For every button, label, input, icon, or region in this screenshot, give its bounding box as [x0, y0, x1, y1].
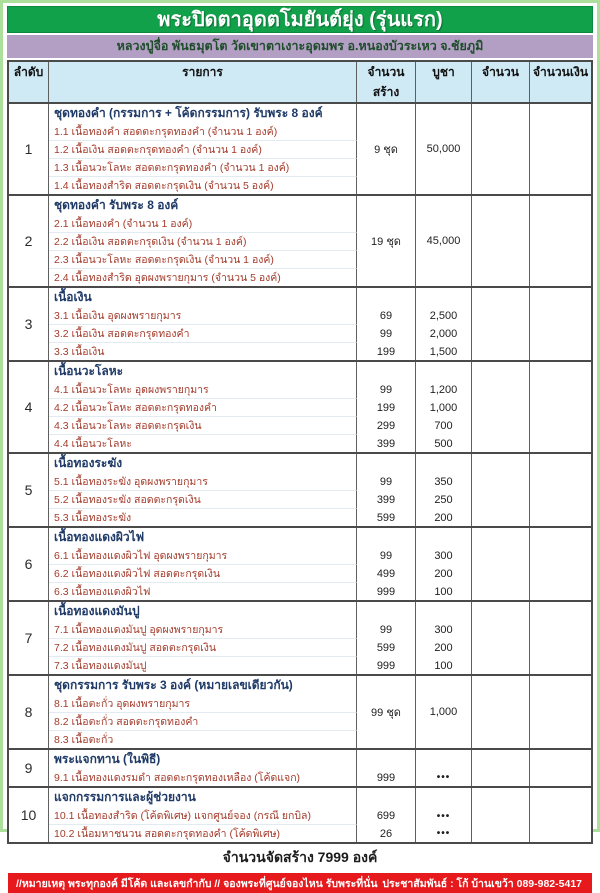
item-qty-value: 199: [357, 343, 416, 360]
column-header: จำนวนเงิน: [532, 65, 589, 79]
price-cell-empty: [416, 750, 472, 769]
group-header-label: เนื้อทองแดงมันปู: [49, 602, 357, 621]
item-label: 10.2 เนื้อมหาชนวน สอดตะกรุดทองคำ (โค้ดพิเศษ): [49, 825, 357, 842]
item-qty-value: 999: [357, 657, 416, 674]
row-number: 2: [9, 196, 49, 286]
item-price-value: 300: [416, 621, 472, 639]
row-number: 5: [9, 454, 49, 526]
item-qty-value: 999: [357, 769, 416, 786]
price-cell-empty: [416, 362, 472, 381]
item-label: 10.1 เนื้อทองสำริด (โค้ดพิเศษ) แจกศูนย์จอง (กรณี ยกบิล): [49, 807, 357, 825]
item-price-value: 100: [416, 657, 472, 674]
group-header-label: เนื้อทองแดงผิวไฟ: [49, 528, 357, 547]
price-cell-empty: [416, 788, 472, 807]
group-price-value: 45,000: [416, 196, 472, 286]
item-label: 8.1 เนื้อตะกั่ว อุดผงพรายกุมาร: [49, 695, 357, 713]
item-price-value: 500: [416, 435, 472, 452]
item-label: 7.3 เนื้อทองแดงมันปู: [49, 657, 357, 674]
price-cell-empty: [416, 288, 472, 307]
item-label: 4.4 เนื้อนวะโลหะ: [49, 435, 357, 452]
page-subtitle: หลวงปู่จื่อ พันธมุตโต วัดเขาตาเงาะอุดมพร อ.หนองบัวระเหว จ.ชัยภูมิ: [7, 35, 593, 58]
item-qty-value: 399: [357, 491, 416, 509]
qty-cell-empty: [357, 454, 416, 473]
item-label: 6.3 เนื้อทองแดงผิวไฟ: [49, 583, 357, 600]
row-number: 3: [9, 288, 49, 360]
row-number: 10: [9, 788, 49, 842]
item-label: 7.1 เนื้อทองแดงมันปู อุดผงพรายกุมาร: [49, 621, 357, 639]
item-label: 7.2 เนื้อทองแดงมันปู สอดตะกรุดเงิน: [49, 639, 357, 657]
money-cell-empty: [530, 362, 591, 452]
item-label: 3.2 เนื้อเงิน สอดตะกรุดทองคำ: [49, 325, 357, 343]
item-label: 8.3 เนื้อตะกั่ว: [49, 731, 357, 748]
amount-cell-empty: [472, 454, 530, 526]
table-group: [9, 528, 591, 602]
table-group: [9, 288, 591, 362]
item-label: 4.3 เนื้อนวะโลหะ สอดตะกรุดเงิน: [49, 417, 357, 435]
note-text: //หมายเหตุ พระทุกองค์ มีโค้ด และเลขกำกับ // จองพระที่ศูนย์จองไหน รับพระที่นั่น: [16, 877, 378, 890]
item-qty-value: 999: [357, 583, 416, 600]
group-header-label: ชุดทองคำ รับพระ 8 องค์: [49, 196, 357, 215]
item-label: 5.3 เนื้อทองระฆัง: [49, 509, 357, 526]
amount-cell-empty: [472, 528, 530, 600]
group-header-label: เนื้อทองระฆัง: [49, 454, 357, 473]
item-qty-value: 26: [357, 825, 416, 842]
money-cell-empty: [530, 602, 591, 674]
item-label: 2.2 เนื้อเงิน สอดตะกรุดเงิน (จำนวน 1 องค์): [49, 233, 357, 251]
amount-cell-empty: [472, 362, 530, 452]
item-qty-value: 99: [357, 473, 416, 491]
item-price-value: •••: [416, 769, 472, 786]
money-cell-empty: [530, 454, 591, 526]
money-cell-empty: [530, 104, 591, 194]
table-group: [9, 196, 591, 288]
price-cell-empty: [416, 454, 472, 473]
item-label: 6.1 เนื้อทองแดงผิวไฟ อุดผงพรายกุมาร: [49, 547, 357, 565]
item-label: 1.3 เนื้อนวะโลหะ สอดตะกรุดทองคำ (จำนวน 1 องค์): [49, 159, 357, 177]
qty-cell-empty: [357, 362, 416, 381]
column-header: บูชา: [416, 62, 472, 102]
table-group: [9, 602, 591, 676]
item-price-value: •••: [416, 807, 472, 825]
item-label: 5.1 เนื้อทองระฆัง อุดผงพรายกุมาร: [49, 473, 357, 491]
item-label: 3.1 เนื้อเงิน อุดผงพรายกุมาร: [49, 307, 357, 325]
table-group: [9, 104, 591, 196]
item-label: 2.3 เนื้อนวะโลหะ สอดตะกรุดเงิน (จำนวน 1 องค์): [49, 251, 357, 269]
money-cell-empty: [530, 288, 591, 360]
item-price-value: 250: [416, 491, 472, 509]
item-price-value: 300: [416, 547, 472, 565]
item-qty-value: 699: [357, 807, 416, 825]
contact-text: ประชาสัมพันธ์ : โก้ บ้านเขว้า 089-982-5417: [382, 877, 582, 890]
item-qty-value: 69: [357, 307, 416, 325]
item-price-value: 1,200: [416, 381, 472, 399]
amount-cell-empty: [472, 750, 530, 786]
item-price-value: 2,500: [416, 307, 472, 325]
amount-cell-empty: [472, 288, 530, 360]
group-header-label: เนื้อนวะโลหะ: [49, 362, 357, 381]
item-label: 8.2 เนื้อตะกั่ว สอดตะกรุดทองคำ: [49, 713, 357, 731]
row-number: 6: [9, 528, 49, 600]
item-price-value: 200: [416, 565, 472, 583]
price-cell-empty: [416, 528, 472, 547]
amount-cell-empty: [472, 104, 530, 194]
item-price-value: 100: [416, 583, 472, 600]
item-label: 2.4 เนื้อทองสำริด อุดผงพรายกุมาร (จำนวน 5 องค์): [49, 269, 357, 286]
item-qty-value: 99: [357, 621, 416, 639]
row-number: 9: [9, 750, 49, 786]
item-label: 3.3 เนื้อเงิน: [49, 343, 357, 360]
group-header-label: เนื้อเงิน: [49, 288, 357, 307]
qty-cell-empty: [357, 288, 416, 307]
table-group: [9, 362, 591, 454]
qty-cell-empty: [357, 750, 416, 769]
item-qty-value: 499: [357, 565, 416, 583]
item-price-value: 700: [416, 417, 472, 435]
item-label: 2.1 เนื้อทองคำ (จำนวน 1 องค์): [49, 215, 357, 233]
amount-cell-empty: [472, 602, 530, 674]
group-header-label: แจกกรรมการและผู้ช่วยงาน: [49, 788, 357, 807]
group-header-label: ชุดทองคำ (กรรมการ + โค้ดกรรมการ) รับพระ 8 องค์: [49, 104, 357, 123]
group-qty-value: 99 ชุด: [357, 676, 416, 748]
item-qty-value: 199: [357, 399, 416, 417]
item-label: 1.2 เนื้อเงิน สอดตะกรุดทองคำ (จำนวน 1 องค์): [49, 141, 357, 159]
item-label: 4.1 เนื้อนวะโลหะ อุดผงพรายกุมาร: [49, 381, 357, 399]
item-qty-value: 99: [357, 547, 416, 565]
table-header-row: [9, 62, 591, 104]
column-header: จำนวนสร้าง: [357, 62, 416, 102]
item-qty-value: 99: [357, 381, 416, 399]
item-price-value: 1,000: [416, 399, 472, 417]
table-group: [9, 676, 591, 750]
row-number: 4: [9, 362, 49, 452]
qty-cell-empty: [357, 788, 416, 807]
amount-cell-empty: [472, 676, 530, 748]
note-bar: [8, 873, 592, 893]
item-label: 1.1 เนื้อทองคำ สอดตะกรุดทองคำ (จำนวน 1 องค์): [49, 123, 357, 141]
money-cell-empty: [530, 676, 591, 748]
item-qty-value: 599: [357, 509, 416, 526]
item-label: 6.2 เนื้อทองแดงผิวไฟ สอดตะกรุดเงิน: [49, 565, 357, 583]
item-qty-value: 99: [357, 325, 416, 343]
group-header-label: พระแจกทาน (ในพิธี): [49, 750, 357, 769]
amount-cell-empty: [472, 196, 530, 286]
item-qty-value: 399: [357, 435, 416, 452]
row-number: 1: [9, 104, 49, 194]
item-label: 1.4 เนื้อทองสำริด สอดตะกรุดเงิน (จำนวน 5 องค์): [49, 177, 357, 194]
qty-cell-empty: [357, 602, 416, 621]
group-header-label: ชุดกรรมการ รับพระ 3 องค์ (หมายเลขเดียวกัน): [49, 676, 357, 695]
group-qty-value: 19 ชุด: [357, 196, 416, 286]
money-cell-empty: [530, 528, 591, 600]
group-price-value: 1,000: [416, 676, 472, 748]
item-price-value: •••: [416, 825, 472, 842]
money-cell-empty: [530, 788, 591, 842]
item-label: 9.1 เนื้อทองแดงรมดำ สอดตะกรุดทองเหลือง (โค้ดแจก): [49, 769, 357, 786]
item-label: 5.2 เนื้อทองระฆัง สอดตะกรุดเงิน: [49, 491, 357, 509]
item-qty-value: 599: [357, 639, 416, 657]
group-qty-value: 9 ชุด: [357, 104, 416, 194]
item-price-value: 200: [416, 639, 472, 657]
money-cell-empty: [530, 196, 591, 286]
item-price-value: 1,500: [416, 343, 472, 360]
table-group: [9, 788, 591, 842]
price-cell-empty: [416, 602, 472, 621]
page-title: พระปิดตาอุดตโมยันต์ยุ่ง (รุ่นแรก): [7, 6, 593, 33]
column-header: จำนวน: [472, 62, 530, 102]
column-header: รายการ: [49, 62, 357, 102]
item-qty-value: 299: [357, 417, 416, 435]
table-group: [9, 454, 591, 528]
row-number: 7: [9, 602, 49, 674]
table-body: [9, 104, 591, 842]
item-label: 4.2 เนื้อนวะโลหะ สอดตะกรุดทองคำ: [49, 399, 357, 417]
amount-cell-empty: [472, 788, 530, 842]
total-produced-line: จำนวนจัดสร้าง 7999 องค์: [222, 849, 378, 865]
money-cell-empty: [530, 750, 591, 786]
item-price-value: 200: [416, 509, 472, 526]
group-price-value: 50,000: [416, 104, 472, 194]
item-price-value: 350: [416, 473, 472, 491]
column-header: ลำดับ: [9, 62, 49, 102]
qty-cell-empty: [357, 528, 416, 547]
item-price-value: 2,000: [416, 325, 472, 343]
table-group: [9, 750, 591, 788]
order-table: [7, 60, 593, 844]
row-number: 8: [9, 676, 49, 748]
